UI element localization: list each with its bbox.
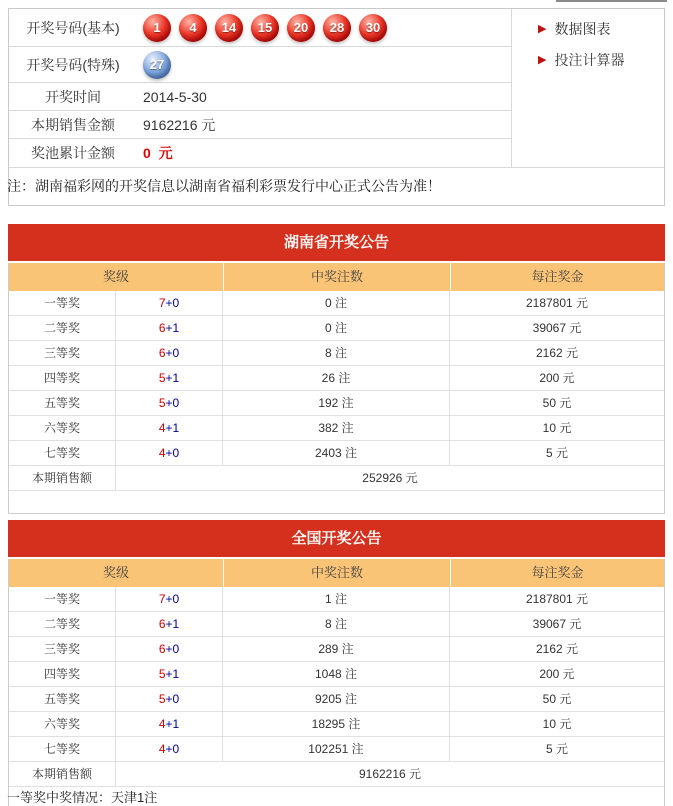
prize-amount-cell: 50 元 xyxy=(542,692,572,706)
period-sales-value: 9162216 元 xyxy=(143,116,216,133)
prize-row xyxy=(9,687,664,712)
hunan-table-frame xyxy=(8,263,665,514)
row-period-sales xyxy=(9,111,511,139)
national-table-frame xyxy=(8,559,665,806)
jackpot-pool-label: 奖池累计金额 xyxy=(31,145,115,161)
prize-combo-cell: 5+1 xyxy=(116,662,223,686)
draw-info-table xyxy=(9,9,511,167)
column-header-count: 中奖注数 xyxy=(223,263,450,291)
winner-count-cell: 289 注 xyxy=(223,637,450,661)
winner-count-cell: 18295 注 xyxy=(223,712,450,736)
prize-level-cell: 七等奖 xyxy=(9,441,116,465)
prize-level-cell: 一等奖 xyxy=(9,291,116,315)
prize-combo-cell: 7+0 xyxy=(116,291,223,315)
prize-amount-cell: 2162 元 xyxy=(535,346,579,360)
empty-spacer-row xyxy=(9,491,664,513)
link-bet-calculator-label: 投注计算器 xyxy=(554,52,625,68)
red-arrow-icon: ▶ xyxy=(538,22,547,35)
hunan-table-body xyxy=(9,291,664,466)
prize-level-cell: 五等奖 xyxy=(9,391,116,415)
winner-count-cell: 8 注 xyxy=(223,341,450,365)
prize-row xyxy=(9,291,664,316)
jackpot-pool-value: 0 元 xyxy=(143,145,175,161)
special-balls xyxy=(137,51,511,79)
national-sales-row xyxy=(9,762,664,787)
lottery-ball-red: 4 xyxy=(179,14,207,42)
prize-row xyxy=(9,637,664,662)
prize-amount-cell: 39067 元 xyxy=(532,617,582,631)
prize-amount-cell: 5 元 xyxy=(545,446,568,460)
prize-combo-cell: 4+1 xyxy=(116,712,223,736)
prize-level-cell: 六等奖 xyxy=(9,712,116,736)
column-header-prize: 每注奖金 xyxy=(450,559,664,587)
special-number-label: 开奖号码(特殊) xyxy=(26,56,120,73)
winner-count-cell: 9205 注 xyxy=(223,687,450,711)
basic-numbers-label: 开奖号码(基本) xyxy=(26,19,120,36)
lottery-ball-red: 1 xyxy=(143,14,171,42)
sales-row-value: 9162216 元 xyxy=(358,767,422,781)
prize-level-cell: 二等奖 xyxy=(9,316,116,340)
first-prize-winner-note: 一等奖中奖情况：天津1注 xyxy=(7,790,158,805)
prize-amount-cell: 39067 元 xyxy=(532,321,582,335)
prize-level-cell: 六等奖 xyxy=(9,416,116,440)
hunan-prize-table xyxy=(8,224,665,514)
prize-combo-cell: 4+0 xyxy=(116,737,223,761)
row-basic-numbers xyxy=(9,9,511,47)
national-prize-table xyxy=(8,520,665,806)
prize-level-cell: 五等奖 xyxy=(9,687,116,711)
red-arrow-icon: ▶ xyxy=(538,53,547,66)
official-disclaimer-note: 注：湖南福彩网的开奖信息以湖南省福利彩票发行中心正式公告为准！ xyxy=(7,178,441,194)
winner-count-cell: 26 注 xyxy=(223,366,450,390)
draw-info-top xyxy=(9,9,664,168)
prize-amount-cell: 2187801 元 xyxy=(525,296,589,310)
row-draw-time xyxy=(9,83,511,111)
prize-row xyxy=(9,712,664,737)
prize-row xyxy=(9,441,664,466)
winner-count-cell: 102251 注 xyxy=(223,737,450,761)
row-jackpot-pool xyxy=(9,139,511,167)
prize-level-cell: 三等奖 xyxy=(9,341,116,365)
winner-count-cell: 8 注 xyxy=(223,612,450,636)
link-bet-calculator[interactable] xyxy=(538,50,664,70)
quick-links-panel xyxy=(511,9,664,167)
winner-count-cell: 0 注 xyxy=(223,291,450,315)
link-data-charts-label: 数据图表 xyxy=(554,21,611,37)
lottery-ball-blue: 27 xyxy=(143,51,171,79)
prize-level-cell: 四等奖 xyxy=(9,662,116,686)
column-header-level: 奖级 xyxy=(102,565,129,580)
column-header-prize: 每注奖金 xyxy=(450,263,664,291)
winner-count-cell: 382 注 xyxy=(223,416,450,440)
row-special-number xyxy=(9,47,511,83)
prize-level-cell: 四等奖 xyxy=(9,366,116,390)
lottery-ball-red: 28 xyxy=(323,14,351,42)
prize-amount-cell: 10 元 xyxy=(542,421,572,435)
prize-amount-cell: 10 元 xyxy=(542,717,572,731)
prize-amount-cell: 2187801 元 xyxy=(525,592,589,606)
prize-combo-cell: 5+1 xyxy=(116,366,223,390)
prize-row xyxy=(9,391,664,416)
national-table-title: 全国开奖公告 xyxy=(8,520,665,557)
prize-combo-cell: 5+0 xyxy=(116,391,223,415)
lottery-ball-red: 30 xyxy=(359,14,387,42)
national-table-body xyxy=(9,587,664,762)
national-table-header xyxy=(9,559,664,587)
draw-info-panel xyxy=(8,8,665,206)
prize-combo-cell: 4+1 xyxy=(116,416,223,440)
winner-count-cell: 0 注 xyxy=(223,316,450,340)
prize-combo-cell: 6+1 xyxy=(116,612,223,636)
prize-amount-cell: 2162 元 xyxy=(535,642,579,656)
prize-row xyxy=(9,737,664,762)
winner-count-cell: 1048 注 xyxy=(223,662,450,686)
draw-time-label: 开奖时间 xyxy=(45,88,101,105)
hunan-table-title: 湖南省开奖公告 xyxy=(8,224,665,261)
prize-row xyxy=(9,366,664,391)
top-border-fragment xyxy=(556,0,667,2)
prize-level-cell: 七等奖 xyxy=(9,737,116,761)
link-data-charts[interactable] xyxy=(538,19,664,39)
prize-amount-cell: 5 元 xyxy=(545,742,568,756)
prize-combo-cell: 4+0 xyxy=(116,441,223,465)
prize-row xyxy=(9,416,664,441)
prize-level-cell: 二等奖 xyxy=(9,612,116,636)
prize-combo-cell: 7+0 xyxy=(116,587,223,611)
prize-amount-cell: 200 元 xyxy=(539,371,575,385)
basic-balls xyxy=(137,14,511,42)
lottery-ball-red: 15 xyxy=(251,14,279,42)
prize-row xyxy=(9,662,664,687)
sales-row-label: 本期销售额 xyxy=(9,466,116,490)
prize-row xyxy=(9,341,664,366)
column-header-level: 奖级 xyxy=(102,269,129,284)
winner-count-cell: 1 注 xyxy=(223,587,450,611)
hunan-table-header xyxy=(9,263,664,291)
sales-row-value: 252926 元 xyxy=(362,471,418,485)
draw-time-value: 2014-5-30 xyxy=(143,88,207,105)
winner-count-cell: 2403 注 xyxy=(223,441,450,465)
prize-row xyxy=(9,587,664,612)
prize-combo-cell: 6+1 xyxy=(116,316,223,340)
prize-combo-cell: 6+0 xyxy=(116,341,223,365)
period-sales-label: 本期销售金额 xyxy=(31,116,115,133)
lottery-ball-red: 14 xyxy=(215,14,243,42)
column-header-count: 中奖注数 xyxy=(223,559,450,587)
prize-level-cell: 一等奖 xyxy=(9,587,116,611)
prize-amount-cell: 50 元 xyxy=(542,396,572,410)
sales-row-label: 本期销售额 xyxy=(9,762,116,786)
prize-row xyxy=(9,316,664,341)
prize-level-cell: 三等奖 xyxy=(9,637,116,661)
prize-combo-cell: 6+0 xyxy=(116,637,223,661)
lottery-ball-red: 20 xyxy=(287,14,315,42)
hunan-sales-row xyxy=(9,466,664,491)
prize-combo-cell: 5+0 xyxy=(116,687,223,711)
winner-count-cell: 192 注 xyxy=(223,391,450,415)
prize-row xyxy=(9,612,664,637)
prize-amount-cell: 200 元 xyxy=(539,667,575,681)
